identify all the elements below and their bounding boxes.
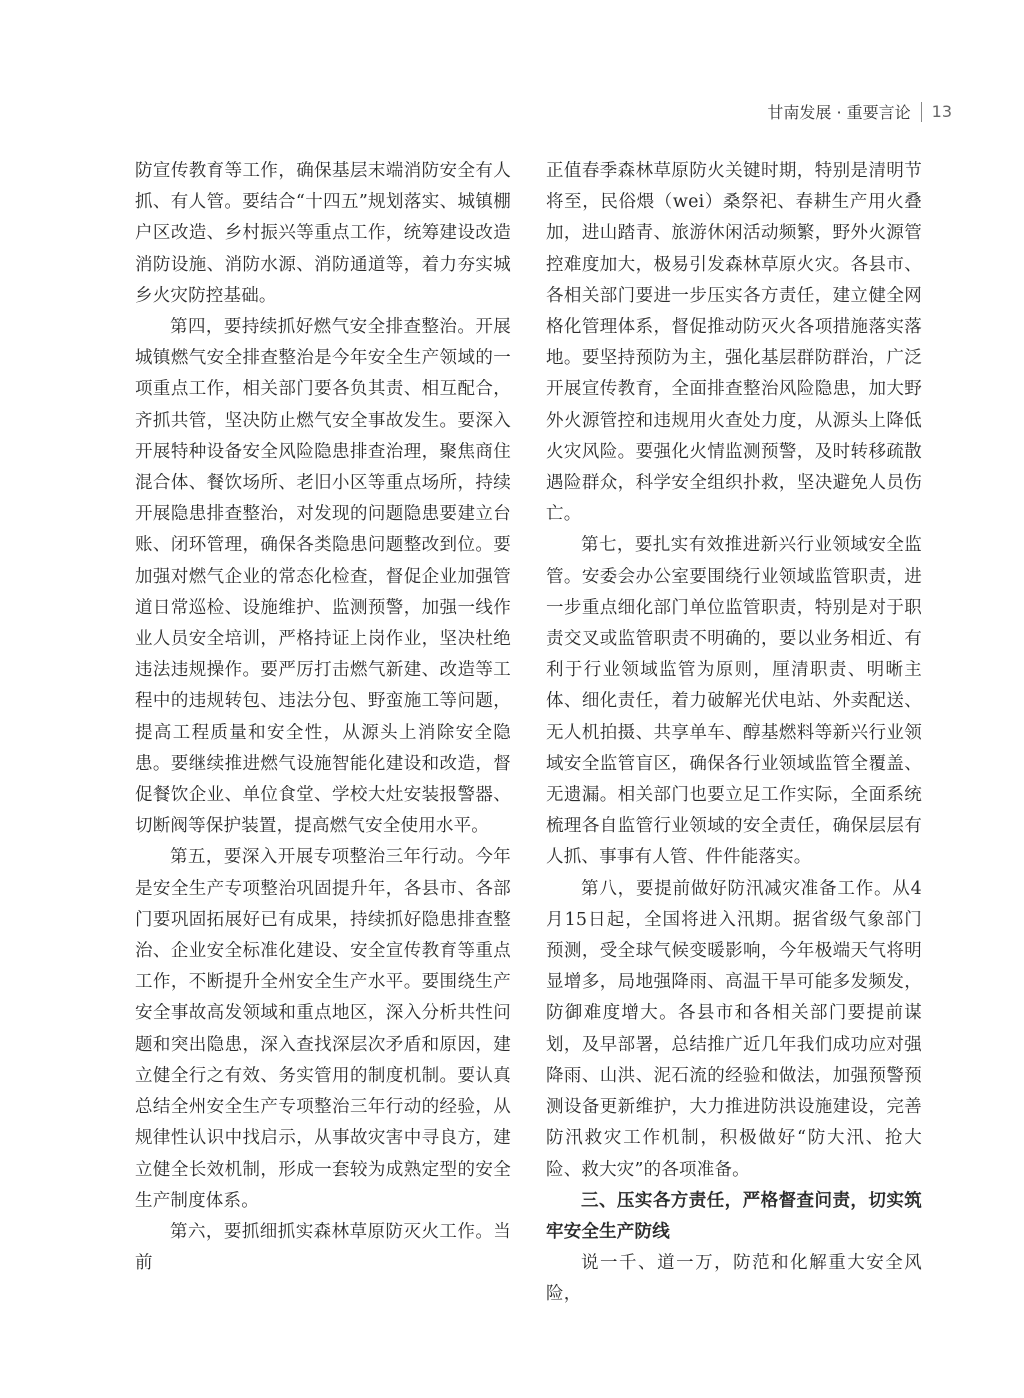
paragraph: 第五，要深入开展专项整治三年行动。今年是安全生产专项整治巩固提升年，各县市、各部门要巩固拓展好已有成果，持续抓好隐患排查整治、企业安全标准化建设、安全宣传教育等重点工作，不断提升全州安全生产水平。要围绕生产安全事故高发领域和重点地区，深入分析共性问题和突出隐患，深入查找深层次矛盾和原因，建立健全行之有效、务实管用的制度机制。要认真总结全州安全生产专项整治三年行动的经验，从规律性认识中找启示，从事故灾害中寻良方，建立健全长效机制，形成一套较为成熟定型的安全生产制度体系。 <box>135 847 511 1211</box>
paragraph: 防宣传教育等工作，确保基层末端消防安全有人抓、有人管。要结合“十四五”规划落实、城镇棚户区改造、乡村振兴等重点工作，统筹建设改造消防设施、消防水源、消防通道等，着力夯实城乡火灾防控基础。 <box>135 161 511 306</box>
page-header <box>767 100 952 123</box>
header-divider <box>921 102 922 122</box>
paragraph: 第六，要抓细抓实森林草原防灭火工作。当前 <box>135 1221 511 1274</box>
right-column <box>546 156 922 1311</box>
left-column <box>135 156 511 1279</box>
paragraph: 正值春季森林草原防火关键时期，特别是清明节将至，民俗煨（wei）桑祭祀、春耕生产用火叠加，进山踏青、旅游休闲活动频繁，野外火源管控难度加大，极易引发森林草原火灾。各县市、各相关部门要进一步压实各方责任，建立健全网格化管理体系，督促推动防灭火各项措施落实落地。要坚持预防为主，强化基层群防群治，广泛开展宣传教育，全面排查整治风险隐患，加大野外火源管控和违规用火查处力度，从源头上降低火灾风险。要强化火情监测预警，及时转移疏散遇险群众，科学安全组织扑救，坚决避免人员伤亡。 <box>546 161 922 525</box>
paragraph: 第四，要持续抓好燃气安全排查整治。开展城镇燃气安全排查整治是今年安全生产领域的一项重点工作，相关部门要各负其责、相互配合，齐抓共管，坚决防止燃气安全事故发生。要深入开展特种设备安全风险隐患排查治理，聚焦商住混合体、餐饮场所、老旧小区等重点场所，持续开展隐患排查整治，对发现的问题隐患要建立台账、闭环管理，确保各类隐患问题整改到位。要加强对燃气企业的常态化检查，督促企业加强管道日常巡检、设施维护、监测预警，加强一线作业人员安全培训，严格持证上岗作业，坚决杜绝违法违规操作。要严厉打击燃气新建、改造等工程中的违规转包、违法分包、野蛮施工等问题，提高工程质量和安全性，从源头上消除安全隐患。要继续推进燃气设施智能化建设和改造，督促餐饮企业、单位食堂、学校大灶安装报警器、切断阀等保护装置，提高燃气安全使用水平。 <box>135 317 511 837</box>
paragraph: 第八，要提前做好防汛减灾准备工作。从4月15日起，全国将进入汛期。据省级气象部门预测，受全球气候变暖影响，今年极端天气将明显增多，局地强降雨、高温干旱可能多发频发，防御难度增大。各县市和各相关部门要提前谋划，及早部署，总结推广近几年我们成功应对强降雨、山洪、泥石流的经验和做法，加强预警预测设备更新维护，大力推进防洪设施建设，完善防汛救灾工作机制，积极做好“防大汛、抢大险、救大灾”的各项准备。 <box>546 878 922 1180</box>
page-number: 13 <box>931 102 952 121</box>
running-title: 甘南发展 · 重要言论 <box>767 103 911 122</box>
paragraph: 第七，要扎实有效推进新兴行业领域安全监管。安委会办公室要围绕行业领域监管职责，进一步重点细化部门单位监管职责，特别是对于职责交叉或监管职责不明确的，要以业务相近、有利于行业领域监管为原则，厘清职责、明晰主体、细化责任，着力破解光伏电站、外卖配送、无人机拍摄、共享单车、醇基燃料等新兴行业领域安全监管盲区，确保各行业领域监管全覆盖、无遗漏。相关部门也要立足工作实际，全面系统梳理各自监管行业领域的安全责任，确保层层有人抓、事事有人管、件件能落实。 <box>546 535 922 868</box>
section-heading: 三、压实各方责任，严格督查问责，切实筑牢安全生产防线 <box>546 1190 922 1242</box>
paragraph: 说一千、道一万，防范和化解重大安全风险， <box>546 1253 922 1305</box>
